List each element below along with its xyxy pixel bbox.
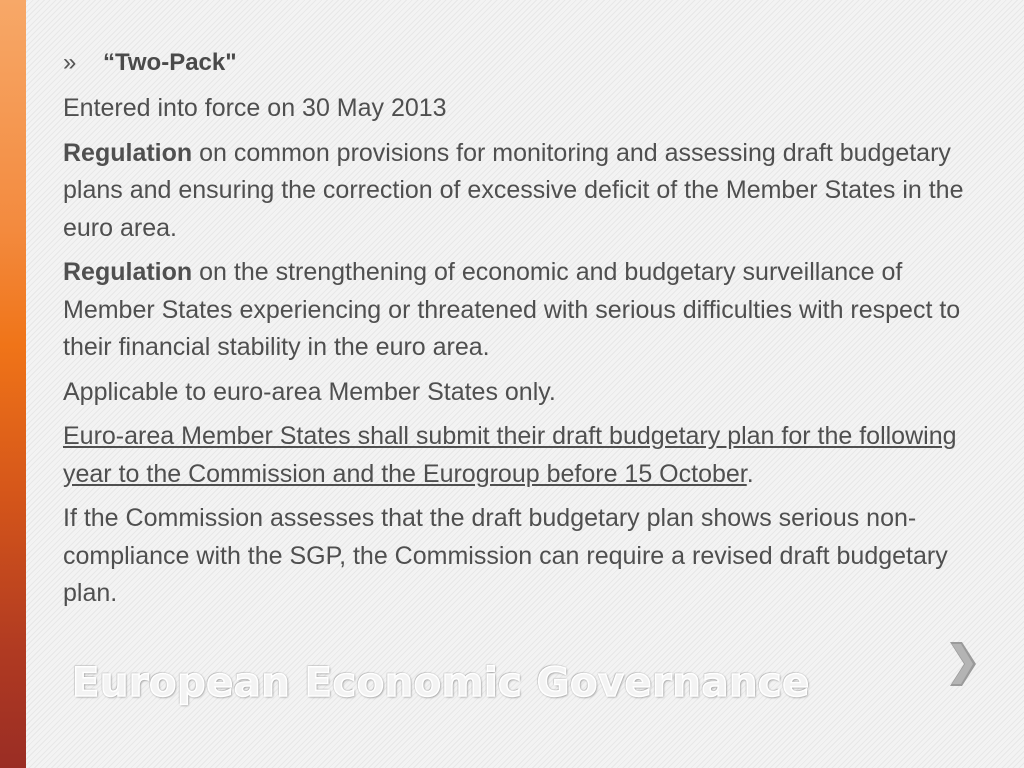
regulation-2 (63, 254, 993, 367)
regulation-2-text: on the strengthening of economic and budgetary surveillance of Member States experiencing or threatened with serious difficulties with respect to their financial stability in the euro area. (63, 258, 961, 361)
euro-area-submission (63, 418, 993, 493)
entered-into-force: Entered into force on 30 May 2013 (63, 94, 447, 122)
accent-side-bar (0, 0, 26, 768)
footer-title: European Economic Governance (72, 660, 810, 706)
applicable-note: Applicable to euro-area Member States only. (63, 377, 556, 406)
regulation-1 (63, 135, 993, 248)
euro-area-submission-underlined: Euro-area Member States shall submit their draft budgetary plan for the following year to the Commission and the Eurogroup before 15 October (63, 422, 957, 488)
euro-area-submission-period: . (746, 459, 754, 488)
commission-assessment: If the Commission assesses that the draft budgetary plan shows serious non-compliance with the SGP, the Commission can require a revised draft budgetary plan. (63, 504, 948, 607)
slide-content (63, 46, 993, 620)
bullet-mark: » (63, 49, 77, 76)
bullet-heading (63, 46, 993, 80)
chevron-right-icon[interactable] (940, 636, 984, 692)
slide-heading: “Two-Pack" (103, 49, 237, 76)
regulation-1-label: Regulation (63, 138, 193, 167)
regulation-2-label: Regulation (63, 258, 193, 286)
regulation-1-text: on common provisions for monitoring and assessing draft budgetary plans and ensuring the correction of excessive deficit of the Member States in the euro area. (63, 138, 964, 242)
